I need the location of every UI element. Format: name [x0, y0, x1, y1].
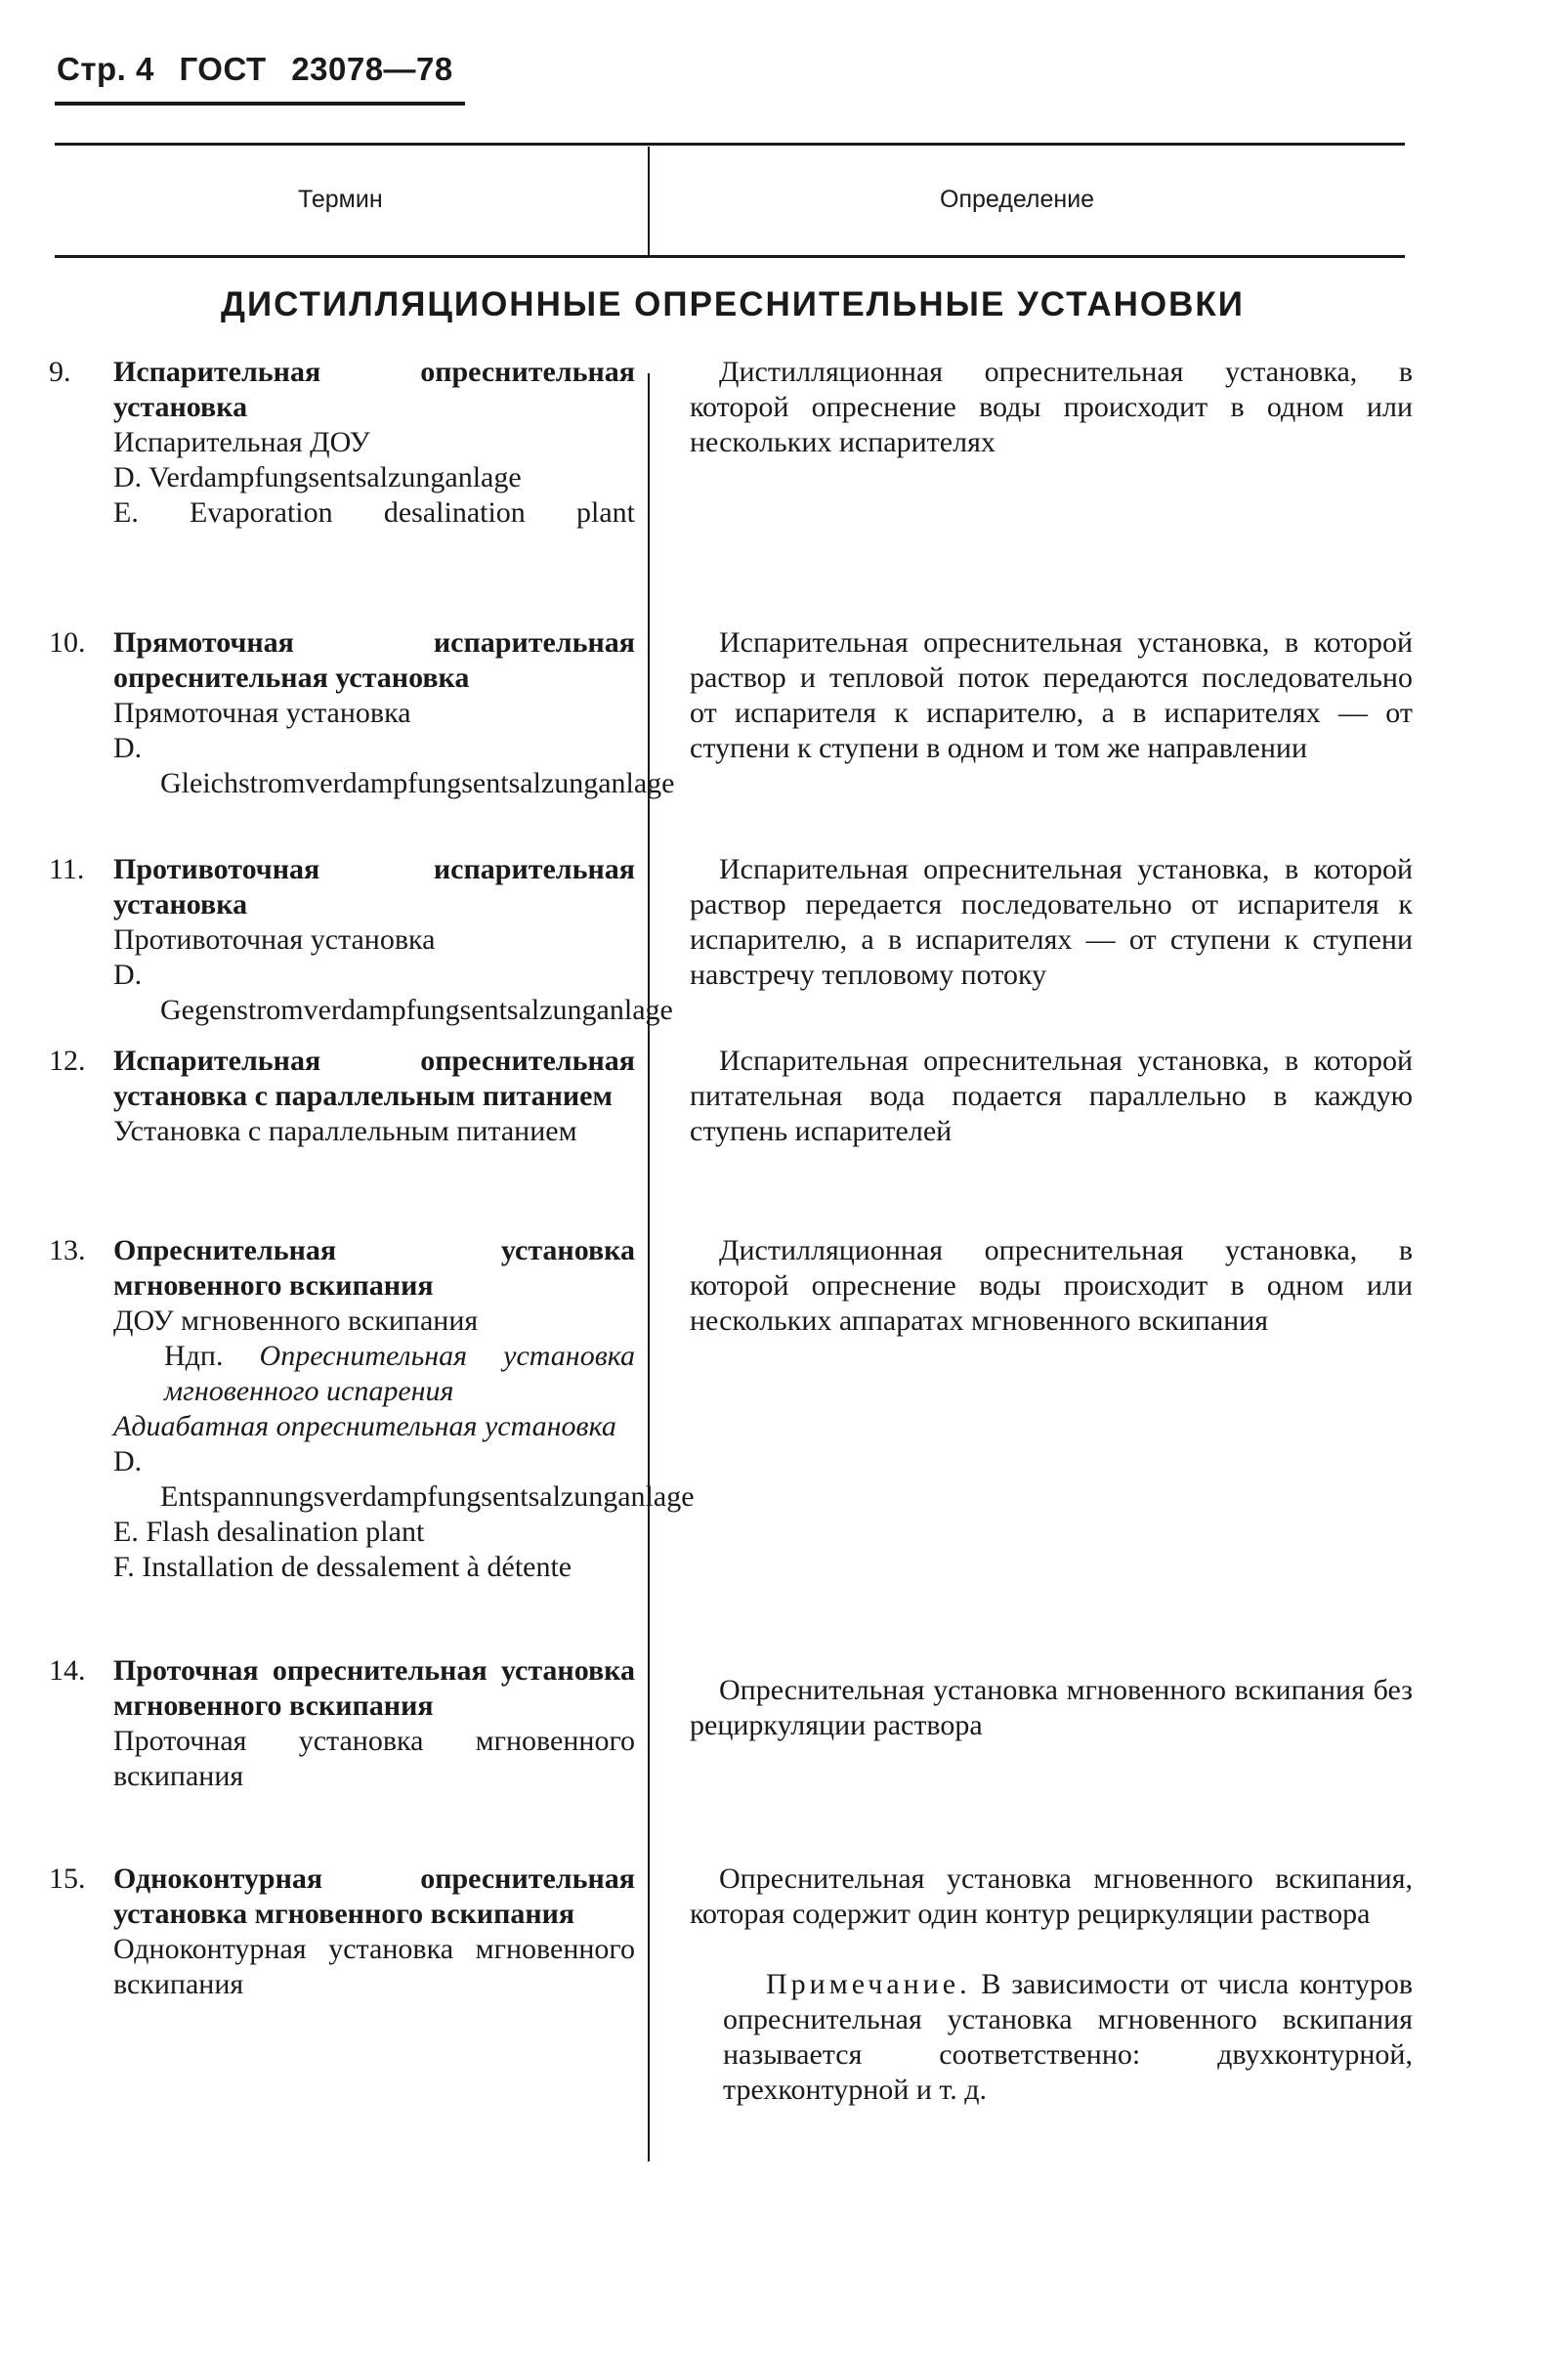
entry-number: 9. [49, 356, 71, 388]
entry-number: 15. [49, 1862, 86, 1895]
column-divider-header [648, 147, 650, 255]
term-german: D. Gleichstromverdampfungsentsalzunganlage [113, 732, 675, 799]
entry-number: 14. [49, 1654, 86, 1687]
table-header-bottom-rule [55, 255, 1405, 258]
entry-number: 11. [49, 853, 85, 885]
ndp-term-2: Адиабатная опреснительная установка [113, 1410, 616, 1442]
column-divider-body [648, 373, 650, 2161]
term-title: Проточная опреснительная установка мгновенного вскипания [113, 1654, 635, 1722]
definition-column-heading: Определение [940, 186, 1095, 213]
term-synonym: Прямоточная установка [113, 697, 411, 729]
term-entry-9 [49, 355, 635, 531]
entry-number: 13. [49, 1234, 86, 1266]
term-entry-13 [49, 1233, 695, 1585]
term-english: E. Flash desalination plant [113, 1516, 425, 1548]
term-title: Одноконтурная опреснительная установка мгновенного вскипания [113, 1862, 635, 1930]
entry-number: 10. [49, 626, 86, 659]
table-top-rule [55, 143, 1405, 146]
standard-number: 23078—78 [291, 51, 453, 87]
term-column-heading: Термин [298, 186, 383, 213]
term-synonym: ДОУ мгновенного вскипания [113, 1305, 479, 1337]
definition-11: Испарительная опреснительная установка, в которой раствор передается последовательно от испарителя к испарителю, а в испарителях — от ступени к ступени навстречу тепловому потоку [690, 853, 1413, 991]
note-text: В зависимости от числа контуров опреснительная установка мгновенного вскипания называется соответственно: двухконтурной, трехконтурной и т. д. [723, 1968, 1413, 2106]
ndp-term-1: Опреснительная установка мгновенного испарения [164, 1340, 636, 1407]
entry-number: 12. [49, 1045, 86, 1077]
header-rule [55, 102, 465, 106]
term-entry-12 [49, 1044, 635, 1149]
term-synonym: Противоточная установка [113, 923, 436, 956]
term-entry-10 [49, 625, 675, 801]
page-number: Стр. 4 [57, 51, 154, 87]
definition-14: Опреснительная установка мгновенного вскипания без рециркуляции раствора [690, 1674, 1413, 1741]
term-synonym: Проточная установка мгновенного вскипания [113, 1725, 635, 1792]
definition-12: Испарительная опреснительная установка, в которой питательная вода подается параллельно в каждую ступень испарителей [690, 1045, 1413, 1147]
note-15 [723, 1967, 1413, 2108]
section-title: ДИСТИЛЛЯЦИОННЫЕ ОПРЕСНИТЕЛЬНЫЕ УСТАНОВКИ [221, 285, 1245, 323]
term-synonym: Одноконтурная установка мгновенного вскипания [113, 1933, 635, 2000]
term-german: D. Gegenstromverdampfungsentsalzunganlage [113, 959, 673, 1026]
term-french: F. Installation de dessalement à détente [113, 1551, 572, 1583]
definition-13: Дистилляционная опреснительная установка, в которой опреснение воды происходит в одном или нескольких аппаратах мгновенного вскипания [690, 1234, 1413, 1337]
term-title: Испарительная опреснительная установка [113, 356, 635, 423]
term-german: D. Verdampfungsentsalzunganlage [113, 461, 522, 493]
page-header [57, 51, 469, 88]
note-label: Примечание. [766, 1968, 971, 2000]
term-entry-15 [49, 1862, 635, 2002]
term-entry-14 [49, 1653, 635, 1794]
definition-15: Опреснительная установка мгновенного вскипания, которая содержит один контур рециркуляции раствора [690, 1862, 1413, 1930]
term-synonym: Установка с параллельным питанием [113, 1115, 577, 1147]
term-title: Опреснительная установка мгновенного вскипания [113, 1234, 635, 1302]
term-title: Испарительная опреснительная установка с параллельным питанием [113, 1045, 635, 1112]
term-title: Противоточная испарительная установка [113, 853, 635, 920]
term-title: Прямоточная испарительная опреснительная установка [113, 626, 635, 694]
definition-10: Испарительная опреснительная установка, в которой раствор и тепловой поток передаются последовательно от испарителя к испарителю, а в испарителях — от ступени к ступени в одном и том же направлении [690, 626, 1413, 764]
term-german: D. Entspannungsverdampfungsentsalzunganlage [113, 1445, 695, 1513]
term-english: E. Evaporation desalination plant [113, 496, 635, 529]
definition-9: Дистилляционная опреснительная установка, в которой опреснение воды происходит в одном или нескольких испарителях [690, 356, 1413, 458]
term-entry-11 [49, 852, 673, 1028]
term-synonym: Испарительная ДОУ [113, 426, 370, 458]
non-recommended-terms [100, 1339, 635, 1409]
standard-label: ГОСТ [179, 51, 267, 87]
ndp-label: Ндп. [164, 1340, 224, 1372]
